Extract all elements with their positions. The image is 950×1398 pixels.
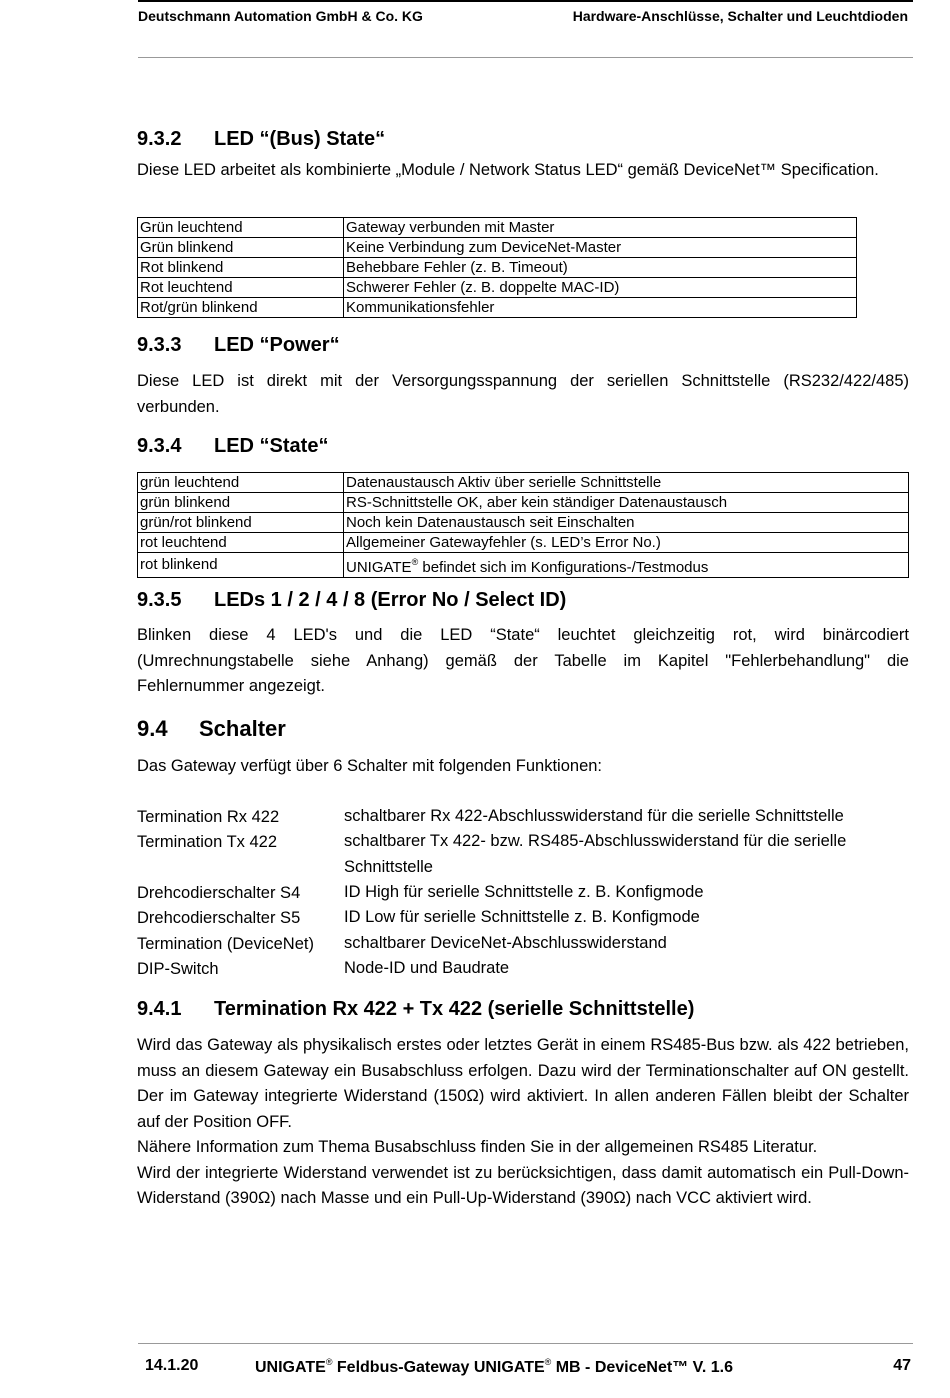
switch-description: schaltbarer Tx 422- bzw. RS485-Abschlusswiderstand für die serielle Schnittstelle bbox=[344, 832, 847, 876]
table-row: Rot leuchtend Schwerer Fehler (z. B. doppelte MAC-ID) bbox=[138, 278, 857, 298]
header-chapter: Hardware-Anschlüsse, Schalter und Leuchtdioden bbox=[572, 8, 908, 24]
paragraph-termination: Wird das Gateway als physikalisch erstes oder letztes Gerät in einem RS485-Bus bzw. als 422 betrieben, muss an diesem Gateway ein Busabschluss erfolgen. Dazu wird der Terminationschalter auf ON gestellt. Der im Gateway integrierte Widerstand (150Ω) wird aktiviert. In allen anderen Fällen bleibt der Schalter auf der Position OFF. Nähere Information zum Thema Busabschluss finden Sie in der allgemeinen RS485 Literatur. Wird der integrierte Widerstand verwendet ist zu berücksichtigen, dass damit automatisch ein Pull-Down-Widerstand (390Ω) nach Masse und ein Pull-Up-Widerstand (390Ω) nach VCC aktiviert wird. bbox=[137, 1036, 909, 1207]
switch-description: schaltbarer DeviceNet-Abschlusswiderstand bbox=[344, 934, 667, 952]
paragraph-error-leds: Blinken diese 4 LED's und die LED “State“ leuchtet gleichzeitig rot, wird binärcodiert (Umrechnungstabelle siehe Anhang) gemäß der Tabelle im Kapitel "Fehlerbehandlung" die Fehlernummer angezeigt. bbox=[137, 626, 909, 695]
paragraph-bus-state: Diese LED arbeitet als kombinierte „Module / Network Status LED“ gemäß DeviceNet™ Specification. bbox=[137, 161, 879, 179]
top-rule bbox=[138, 0, 913, 2]
table-row: Grün blinkend Keine Verbindung zum DeviceNet-Master bbox=[138, 238, 857, 258]
switch-name: Drehcodierschalter S5 bbox=[137, 909, 301, 927]
table-row: Rot blinkend Behebbare Fehler (z. B. Timeout) bbox=[138, 258, 857, 278]
table-row: Rot/grün blinkend Kommunikationsfehler bbox=[138, 298, 857, 318]
table-row: rot blinkend UNIGATE® befindet sich im Konfigurations-/Testmodus bbox=[138, 553, 909, 578]
table-row: Grün leuchtend Gateway verbunden mit Master bbox=[138, 218, 857, 238]
switch-description: Node-ID und Baudrate bbox=[344, 959, 510, 977]
switch-name: DIP-Switch bbox=[137, 960, 219, 978]
switch-description: ID High für serielle Schnittstelle z. B. Konfigmode bbox=[344, 883, 704, 901]
table-bus-state-led bbox=[137, 217, 857, 318]
switch-name: Termination Tx 422 bbox=[137, 833, 278, 851]
footer-date: 14.1.20 bbox=[145, 1357, 199, 1374]
heading-9-4-1: 9.4.1 Termination Rx 422 + Tx 422 (serielle Schnittstelle) bbox=[137, 998, 695, 1020]
heading-9-3-5: 9.3.5 LEDs 1 / 2 / 4 / 8 (Error No / Select ID) bbox=[137, 589, 567, 611]
paragraph-switch-intro: Das Gateway verfügt über 6 Schalter mit folgenden Funktionen: bbox=[137, 757, 603, 775]
heading-9-4: 9.4 Schalter bbox=[137, 716, 286, 741]
paragraph-power-led: Diese LED ist direkt mit der Versorgungsspannung der seriellen Schnittstelle (RS232/422/485) verbunden. bbox=[137, 372, 909, 416]
switch-description: schaltbarer Rx 422-Abschlusswiderstand für die serielle Schnittstelle bbox=[344, 807, 844, 825]
switch-name: Termination Rx 422 bbox=[137, 808, 280, 826]
table-row: rot leuchtend Allgemeiner Gatewayfehler (s. LED’s Error No.) bbox=[138, 533, 909, 553]
footer-divider bbox=[138, 1343, 913, 1344]
header-divider bbox=[138, 57, 913, 58]
heading-9-3-2: 9.3.2 LED “(Bus) State“ bbox=[137, 128, 386, 150]
table-row: grün/rot blinkend Noch kein Datenaustausch seit Einschalten bbox=[138, 513, 909, 533]
header-company: Deutschmann Automation GmbH & Co. KG bbox=[138, 8, 423, 24]
switch-description: ID Low für serielle Schnittstelle z. B. Konfigmode bbox=[344, 908, 700, 926]
heading-9-3-3: 9.3.3 LED “Power“ bbox=[137, 334, 340, 356]
heading-9-3-4: 9.3.4 LED “State“ bbox=[137, 435, 329, 457]
page-number: 47 bbox=[893, 1357, 911, 1374]
table-row: grün leuchtend Datenaustausch Aktiv über serielle Schnittstelle bbox=[138, 473, 909, 493]
table-state-led bbox=[137, 472, 909, 578]
table-row: grün blinkend RS-Schnittstelle OK, aber kein ständiger Datenaustausch bbox=[138, 493, 909, 513]
switch-name: Termination (DeviceNet) bbox=[137, 935, 314, 953]
footer-title: UNIGATE® Feldbus-Gateway UNIGATE® MB - DeviceNet™ V. 1.6 bbox=[255, 1357, 733, 1376]
switch-name: Drehcodierschalter S4 bbox=[137, 884, 301, 902]
